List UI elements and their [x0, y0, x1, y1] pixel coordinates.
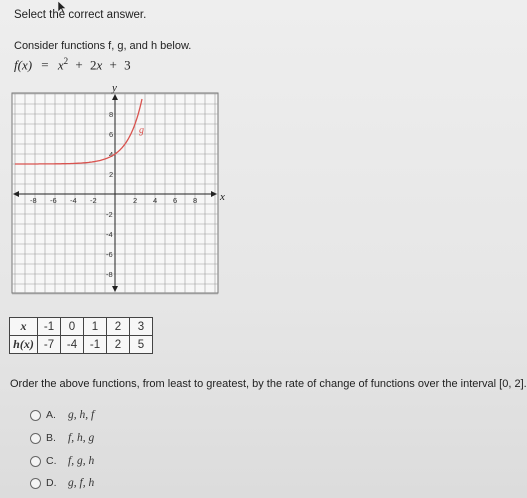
- option-text: g, f, h: [68, 477, 95, 489]
- curve-label-g: g: [139, 125, 144, 136]
- option-c[interactable]: [30, 455, 94, 467]
- y-tick-label: 6: [109, 130, 114, 139]
- y-axis-label: y: [112, 82, 117, 94]
- question-text: Order the above functions, from least to greatest, by the rate of change of functions over the interval [0, 2].: [10, 378, 527, 390]
- table-header-hx: h(x): [10, 336, 38, 354]
- function-h-table: [9, 317, 153, 354]
- prompt-intro: Consider functions f, g, and h below.: [14, 40, 192, 52]
- x-tick-label: 6: [173, 196, 178, 205]
- table-cell: 3: [130, 318, 153, 336]
- table-cell: 5: [130, 336, 153, 354]
- x-tick-label: 8: [193, 196, 198, 205]
- table-cell: 2: [107, 336, 130, 354]
- table-cell: 0: [61, 318, 84, 336]
- radio-button[interactable]: [30, 478, 41, 489]
- table-header-x: x: [10, 318, 38, 336]
- instruction-text: Select the correct answer.: [14, 9, 147, 21]
- y-tick-label: 4: [109, 150, 114, 159]
- table-cell: 2: [107, 318, 130, 336]
- y-tick-label: 8: [109, 110, 114, 119]
- x-tick-label: 2: [133, 196, 138, 205]
- option-letter: A.: [46, 409, 56, 421]
- function-g-graph: [12, 82, 225, 293]
- option-letter: B.: [46, 432, 56, 444]
- option-letter: D.: [46, 477, 57, 489]
- option-text: f, g, h: [68, 455, 95, 467]
- table-row: [10, 318, 153, 336]
- table-cell: -4: [61, 336, 84, 354]
- option-text: g, h, f: [68, 409, 95, 421]
- option-letter: C.: [46, 455, 57, 467]
- x-tick-label: -4: [70, 196, 77, 205]
- radio-button[interactable]: [30, 433, 41, 444]
- x-tick-label: -8: [30, 196, 37, 205]
- x-axis-label: x: [220, 191, 225, 203]
- x-tick-label: 4: [153, 196, 158, 205]
- function-f-definition: $f(x) = x^2 + 2x + 3$: [14, 56, 131, 73]
- y-tick-label: -8: [106, 270, 113, 279]
- table-cell: -1: [84, 336, 107, 354]
- option-a[interactable]: [30, 409, 94, 421]
- x-tick-label: -6: [50, 196, 57, 205]
- option-text: f, h, g: [68, 432, 95, 444]
- y-tick-label: -2: [106, 210, 113, 219]
- y-tick-label: 2: [109, 170, 114, 179]
- radio-button[interactable]: [30, 456, 41, 467]
- table-row: [10, 336, 153, 354]
- table-cell: -1: [38, 318, 61, 336]
- table-cell: -7: [38, 336, 61, 354]
- y-tick-label: -6: [106, 250, 113, 259]
- x-tick-label: -2: [90, 196, 97, 205]
- option-d[interactable]: [30, 477, 94, 489]
- y-tick-label: -4: [106, 230, 113, 239]
- radio-button[interactable]: [30, 410, 41, 421]
- table-cell: 1: [84, 318, 107, 336]
- option-b[interactable]: [30, 432, 94, 444]
